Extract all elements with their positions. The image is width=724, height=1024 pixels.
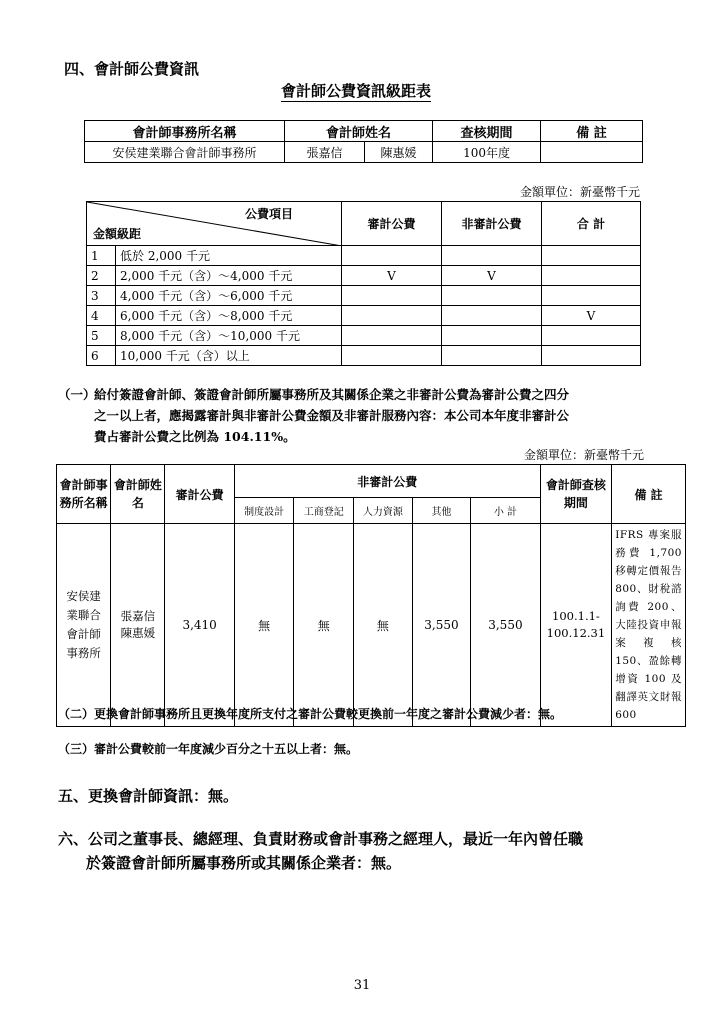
row-no: 1 (87, 246, 116, 266)
page-number: 31 (353, 978, 371, 993)
row-audit: V (342, 266, 442, 286)
row-range: 8,000 千元（含）～10,000 千元 (116, 326, 342, 346)
firm-name: 安侯建業聯合會計師事務所 (85, 142, 285, 163)
table-title-text: 會計師公費資訊級距表 (280, 82, 431, 100)
header-audit-fee: 審計公費 (342, 202, 442, 246)
row-range: 10,000 千元（含）以上 (116, 346, 342, 366)
table-title (0, 80, 724, 101)
row-no: 3 (87, 286, 116, 306)
header-audit-period: 會計師查核期間 (540, 465, 612, 524)
hr-fee: 無 (354, 524, 413, 727)
table-row (87, 286, 641, 306)
section-heading-5: 五、更換會計師資訊：無。 (58, 787, 239, 805)
subtotal-fee: 3,550 (471, 524, 540, 727)
row-total (542, 246, 641, 266)
system-design-fee: 無 (234, 524, 294, 727)
row-no: 6 (87, 346, 116, 366)
fee-detail-table (56, 464, 686, 727)
row-total (542, 286, 641, 306)
table-row (57, 524, 686, 727)
accountant-name-1: 張嘉信 (285, 142, 365, 163)
firm-name: 安侯建業聯合會計師事務所 (57, 524, 111, 727)
diagonal-header (87, 202, 342, 246)
audit-period: 100年度 (433, 142, 541, 163)
header-firm-name: 會計師事務所名稱 (85, 121, 285, 142)
row-non-audit (442, 326, 542, 346)
header-remark: 備 註 (612, 465, 686, 524)
row-non-audit (442, 306, 542, 326)
para2: （二）更換會計師事務所且更換年度所支付之審計公費較更換前一年度之審計公費減少者：無。 (58, 707, 563, 721)
unit-label-1: 金額單位：新臺幣千元 (519, 185, 640, 199)
row-range: 4,000 千元（含）～6,000 千元 (116, 286, 342, 306)
fee-remark: IFRS 專案服務費 1,700 移轉定價報告 800、財稅諮詢費 200、大陸投資申報案複核 150、盈餘轉增資 100 及翻譯英文財報 600 (612, 524, 686, 727)
section-6-line-1: 六、公司之董事長、總經理、負責財務或會計事務之經理人，最近一年內曾任職 (58, 830, 584, 848)
audit-period: 100.1.1- 100.12.31 (540, 524, 612, 727)
header-audit-fee: 審計公費 (165, 465, 234, 524)
row-range: 2,000 千元（含）～4,000 千元 (116, 266, 342, 286)
row-non-audit (442, 246, 542, 266)
header-total: 合 計 (542, 202, 641, 246)
header-accountant-name: 會計師姓名 (285, 121, 433, 142)
row-audit (342, 346, 442, 366)
row-non-audit (442, 346, 542, 366)
para1-line-2: 之一以上者，應揭露審計與非審計公費金額及非審計服務內容：本公司本年度非審計公 (94, 408, 570, 423)
section-6-line-2: 於簽證會計師所屬事務所或其關係企業者：無。 (86, 854, 402, 872)
subheader-other: 其他 (412, 498, 471, 524)
header-non-audit-fee: 非審計公費 (442, 202, 542, 246)
row-total: V (542, 306, 641, 326)
row-range: 低於 2,000 千元 (116, 246, 342, 266)
accountant-name-2: 陳惠媛 (365, 142, 433, 163)
row-audit (342, 326, 442, 346)
row-no: 2 (87, 266, 116, 286)
unit-label-2: 金額單位：新臺幣千元 (523, 448, 644, 462)
header-non-audit-fee: 非審計公費 (234, 465, 540, 498)
remark (541, 142, 643, 163)
table-row (87, 326, 641, 346)
header-audit-period: 查核期間 (433, 121, 541, 142)
diag-top-label: 公費項目 (245, 207, 294, 221)
diag-bottom-label: 金額級距 (93, 227, 142, 241)
para1-line-3: 費占審計公費之比例為 104.11%。 (94, 429, 296, 444)
row-audit (342, 246, 442, 266)
row-total (542, 346, 641, 366)
row-no: 4 (87, 306, 116, 326)
subheader-system-design: 制度設計 (234, 498, 294, 524)
fee-range-table (86, 201, 641, 366)
row-no: 5 (87, 326, 116, 346)
row-non-audit: V (442, 266, 542, 286)
header-firm: 會計師事務所名稱 (57, 465, 111, 524)
header-accountant: 會計師姓名 (111, 465, 165, 524)
row-audit (342, 306, 442, 326)
subheader-subtotal: 小 計 (471, 498, 540, 524)
other-fee: 3,550 (412, 524, 471, 727)
table-row (87, 266, 641, 286)
audit-fee: 3,410 (165, 524, 234, 727)
table-row (87, 246, 641, 266)
section-heading-4: 四、會計師公費資訊 (64, 60, 200, 78)
row-non-audit (442, 286, 542, 306)
para1-line-1: 給付簽證會計師、簽證會計師所屬事務所及其關係企業之非審計公費為審計公費之四分 (94, 387, 570, 402)
subheader-business-registration: 工商登記 (294, 498, 354, 524)
registration-fee: 無 (294, 524, 354, 727)
table-row (87, 346, 641, 366)
row-total (542, 266, 641, 286)
accountant-names: 張嘉信 陳惠媛 (111, 524, 165, 727)
row-total (542, 326, 641, 346)
header-remark: 備 註 (541, 121, 643, 142)
row-range: 6,000 千元（含）～8,000 千元 (116, 306, 342, 326)
row-audit (342, 286, 442, 306)
table-row (87, 306, 641, 326)
para1-label: （一） (58, 387, 96, 402)
auditor-table (84, 120, 643, 163)
subheader-human-resources: 人力資源 (354, 498, 413, 524)
para3: （三）審計公費較前一年度減少百分之十五以上者：無。 (58, 742, 359, 756)
